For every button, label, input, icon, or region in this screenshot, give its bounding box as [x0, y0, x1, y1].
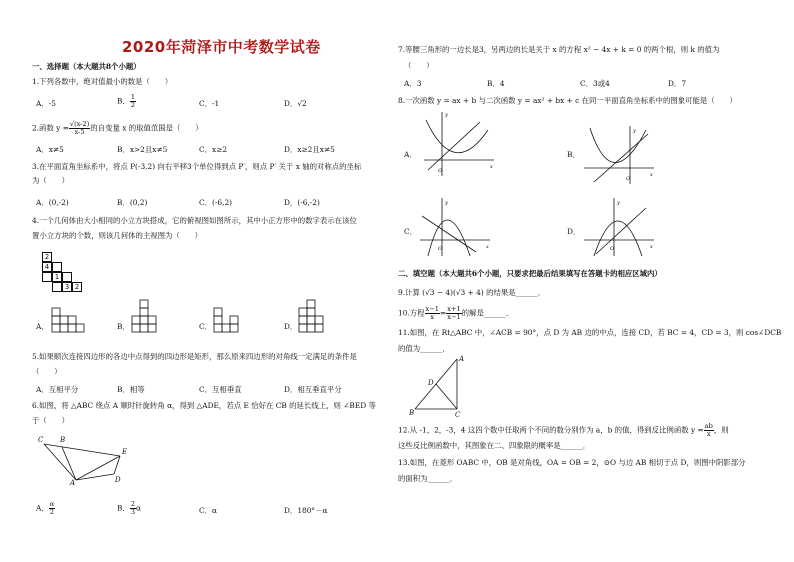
front-view-a	[52, 300, 84, 332]
fraction	[49, 501, 55, 516]
question-6-option-a[interactable]	[36, 501, 55, 516]
denominator: x	[706, 430, 711, 438]
point-label-c: C	[38, 436, 44, 444]
option-label: A．	[36, 503, 49, 513]
question-7-stem: 7.等腰三角形的一边长是3，另两边的长是关于 x 的方程 x² − 4x + k = 0 的两个根，则 k 的值为	[398, 45, 720, 54]
point-label-d: D	[428, 379, 434, 387]
question-1-stem: 1.下列各数中，绝对值最小的数是（ ）	[32, 77, 173, 86]
question-9-stem: 9.计算 (√3 − 4)(√3 + 4) 的结果是______．	[398, 288, 546, 297]
x-axis-label: x	[486, 244, 489, 250]
stem-text: 12.从 -1，2，-3，4 这四个数中任取两个不同的数分别作为 a，b 的值，得到反比例函数 y =	[398, 425, 704, 435]
question-1-option-a[interactable]: A．-5	[36, 99, 56, 108]
graph-c	[420, 198, 492, 258]
fraction	[425, 306, 440, 321]
stem-text: 2.函数 y =	[32, 123, 69, 133]
point-label-c: C	[455, 411, 461, 419]
question-5-stem-line2: （ ）	[32, 367, 62, 376]
graph-b	[584, 126, 656, 186]
front-view-b	[132, 300, 164, 332]
origin-label: O	[610, 246, 615, 252]
question-3-option-b[interactable]: B．(0,2)	[117, 198, 148, 207]
denominator: x−1	[447, 313, 461, 321]
grid-cell: 3	[62, 282, 72, 292]
question-8-stem: 8.一次函数 y = ax + b 与二次函数 y = ax² + bx + c 在同一平面直角坐标系中的图象可能是（ ）	[398, 96, 737, 105]
grid-cell: 2	[72, 282, 82, 292]
question-1-option-d[interactable]: D．√2	[284, 99, 307, 108]
grid-cell	[62, 272, 72, 282]
front-view-c	[214, 300, 246, 332]
origin-label: O	[626, 176, 631, 182]
question-7-option-b[interactable]: B．4	[487, 79, 505, 88]
question-6-stem-line1: 6.如图，将 △ABC 绕点 A 顺时针旋转角 α，得到 △ADE，若点 E 恰好在 CB 的延长线上，则 ∠BED 等	[32, 401, 376, 410]
question-1-option-b[interactable]	[117, 94, 136, 109]
rotation-figure	[38, 430, 138, 485]
question-7-paren: （ ）	[404, 61, 434, 70]
question-6-option-b[interactable]	[117, 501, 141, 516]
question-8-option-b[interactable]: B．	[567, 150, 580, 159]
stem-text: 10.方程	[398, 308, 425, 318]
fraction	[69, 121, 90, 136]
question-13-stem-line2: 的面积为______．	[398, 474, 458, 483]
question-7-option-c[interactable]: C．3或4	[580, 79, 610, 88]
graph-a	[424, 110, 496, 176]
stem-text: ，则	[713, 425, 729, 435]
grid-cell: 4	[42, 262, 52, 272]
question-5-option-b[interactable]: B．相等	[117, 385, 145, 394]
denominator: x-5	[74, 128, 85, 136]
x-axis-label: x	[490, 164, 493, 170]
question-2-option-c[interactable]: C．x≥2	[199, 145, 228, 154]
question-11-stem-line2: 的值为______．	[398, 344, 450, 353]
question-3-stem-line2: 为（ ）	[32, 176, 69, 185]
question-11-stem-line1: 11.如图，在 Rt△ABC 中，∠ACB = 90°，点 D 为 AB 边的中点，连接 CD，若 BC = 4，CD = 3，则 cos∠DCB	[398, 328, 782, 337]
question-7-option-d[interactable]: D．7	[668, 79, 687, 88]
right-triangle-figure	[405, 355, 465, 419]
option-label: B．	[117, 503, 130, 513]
fraction	[130, 94, 136, 109]
question-6-option-c[interactable]: C．α	[199, 506, 218, 515]
question-3-option-a[interactable]: A．(0,-2)	[36, 198, 69, 207]
numerator: 2	[130, 500, 136, 508]
question-8-option-a[interactable]: A．	[404, 150, 417, 159]
fraction	[446, 306, 461, 321]
question-10-stem	[398, 306, 513, 321]
point-label-a: A	[459, 355, 465, 363]
question-6-option-d[interactable]: D．180°－α	[284, 506, 328, 515]
grid-cell: 2	[42, 252, 52, 262]
denominator: 3	[130, 508, 136, 516]
question-5-stem-line1: 5.如果顺次连接四边形的各边中点得到的四边形是矩形，那么原来四边形的对角线一定满足的条件是	[32, 352, 357, 361]
numerator: √(x-2)	[69, 120, 90, 128]
question-3-option-d[interactable]: D．(-6,-2)	[284, 198, 320, 207]
stem-text: 的解是______．	[461, 308, 514, 318]
grid-cell	[52, 282, 62, 292]
numerator: 1	[130, 93, 136, 101]
denominator: 2	[130, 101, 136, 109]
question-3-stem-line1: 3.在平面直角坐标系中，将点 P(-3,2) 向右平移3个单位得到点 P′，则点 P′ 关于 x 轴的对称点的坐标	[32, 162, 362, 171]
point-label-b: B	[60, 436, 66, 444]
question-6-stem-line2: 于（ ）	[32, 416, 69, 425]
y-axis-label: y	[617, 200, 620, 206]
numerator: x+1	[447, 305, 461, 313]
fraction	[704, 423, 714, 438]
option-suffix: α	[136, 503, 142, 513]
page-title: 2020年菏泽市中考数学试卷	[122, 38, 321, 56]
option-label: B．	[117, 96, 130, 106]
question-13-stem-line1: 13.如图，在菱形 OABC 中，OB 是对角线，OA = OB = 2，⊙O 与边 AB 相切于点 D，则图中阴影部分	[398, 458, 746, 467]
question-4-option-d[interactable]: D．	[284, 322, 298, 331]
origin-label: O	[438, 246, 443, 252]
question-12-stem-line2: 这些反比例函数中，其图象在二、四象限的概率是______．	[398, 441, 591, 450]
question-2-option-a[interactable]: A．x≠5	[36, 145, 64, 154]
stem-text: 的自变量 x 的取值范围是（ ）	[90, 123, 203, 133]
y-axis-label: y	[445, 200, 448, 206]
numerator: α	[49, 500, 55, 508]
denominator: 2	[49, 508, 55, 516]
question-4-option-a[interactable]: A．	[36, 322, 49, 331]
grid-cell	[42, 272, 52, 282]
question-4-stem-line1: 4.一个几何体由大小相同的小立方块搭成，它的俯视图如图所示，其中小正方形中的数字表示在该位	[32, 216, 357, 225]
question-5-option-a[interactable]: A．互相平分	[36, 385, 79, 394]
x-axis-label: x	[650, 244, 653, 250]
y-axis-label: y	[445, 112, 448, 118]
question-5-option-c[interactable]: C．互相垂直	[199, 385, 242, 394]
question-5-option-d[interactable]: D．相互垂直平分	[284, 385, 342, 394]
point-label-d: D	[115, 476, 121, 484]
question-1-option-c[interactable]: C．-1	[199, 99, 220, 108]
numerator: x−1	[425, 305, 439, 313]
question-4-stem-line2: 置小立方块的个数，则该几何体的主视图为（ ）	[32, 231, 202, 240]
question-4-option-b[interactable]: B．	[117, 322, 130, 331]
y-axis-label: y	[633, 128, 636, 134]
point-label-a: A	[70, 479, 76, 487]
denominator: x	[430, 313, 435, 321]
question-2-option-d[interactable]: D．x≥2且x≠5	[284, 145, 335, 154]
question-12-stem-line1	[398, 423, 729, 438]
grid-cell	[52, 262, 62, 272]
origin-label: O	[438, 168, 443, 174]
question-7-option-a[interactable]: A．3	[404, 79, 422, 88]
question-2-option-b[interactable]: B．x>2且x≠5	[117, 145, 168, 154]
section-heading-choice: 一、选择题（本大题共8个小题）	[32, 62, 141, 71]
equals-sign: =	[440, 308, 447, 318]
question-4-option-c[interactable]: C．	[199, 322, 213, 331]
numerator: ab	[704, 422, 713, 430]
point-label-b: B	[409, 409, 415, 417]
question-8-option-d[interactable]: D．	[567, 227, 581, 236]
x-axis-label: x	[650, 172, 653, 178]
point-label-e: E	[122, 448, 128, 456]
question-8-option-c[interactable]: C．	[404, 227, 418, 236]
graph-d	[584, 198, 656, 258]
question-2-stem	[32, 121, 203, 136]
grid-cell: 1	[52, 272, 62, 282]
question-3-option-c[interactable]: C．(-6,2)	[199, 198, 233, 207]
front-view-d	[299, 300, 331, 332]
section-heading-fill: 二、填空题（本大题共6个小题，只要求把最后结果填写在答题卡的相应区域内）	[398, 269, 662, 278]
